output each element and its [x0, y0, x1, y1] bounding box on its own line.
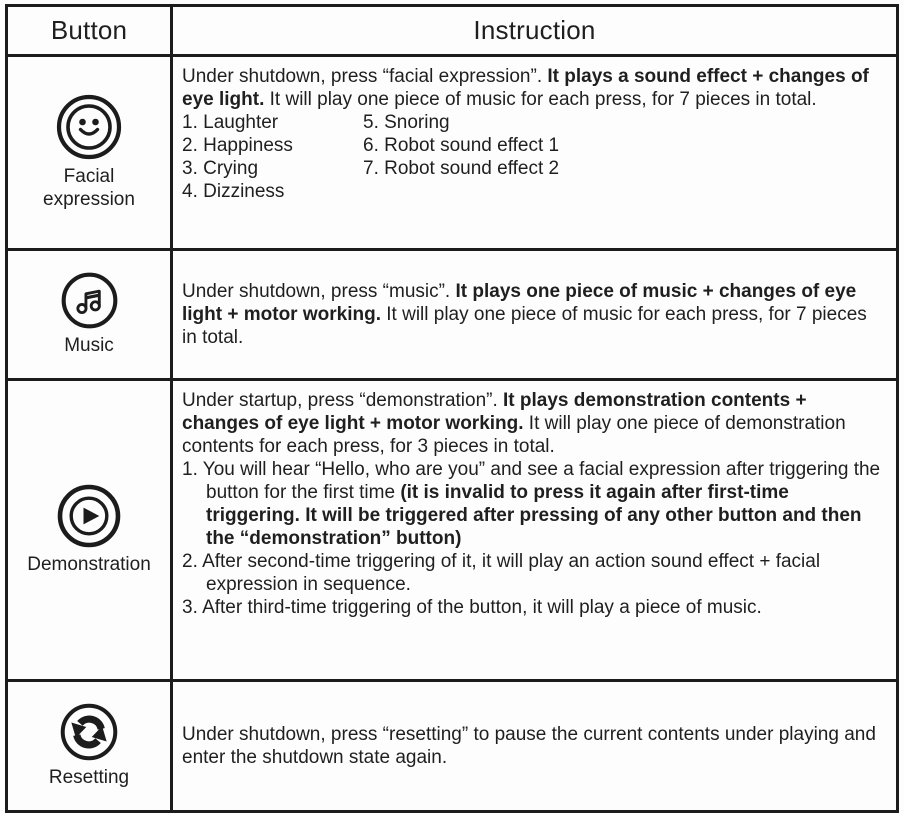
bold-text-segment: (it is invalid to press it again after first-time triggering. It will be triggered after pressing of any other button and then the “demonstration” button): [206, 482, 862, 549]
resetting-label: Resetting: [48, 767, 130, 788]
text-segment: Under startup, press “demonstration”.: [182, 390, 504, 411]
music-label: Music: [64, 335, 114, 356]
sound-list-item: 3. Crying: [182, 158, 259, 179]
facial-expression-button-cell: [7, 56, 172, 250]
text-segment: It will play one piece of music for each press, for 7 pieces in total.: [182, 304, 867, 348]
resetting-instruction-text: [182, 723, 882, 769]
facial-expression-instruction-text: [182, 65, 882, 111]
music-instruction-text: [182, 280, 882, 349]
resetting-button-cell: [7, 681, 172, 812]
button-instruction-table: [5, 4, 899, 813]
sound-effects-list: [182, 111, 882, 203]
smiley-face-icon: [56, 94, 122, 160]
demonstration-instruction-text: [182, 389, 882, 458]
button-column-header: Button: [7, 6, 172, 56]
text-segment: 2. After second-time triggering of it, it will play an action sound effect + facial expression in sequence.: [182, 551, 821, 595]
text-segment: 1. You will hear “Hello, who are you” and see a facial expression after triggering the button for the first time: [182, 459, 881, 503]
demonstration-instruction-cell: [172, 380, 898, 681]
text-segment: Under shutdown, press “music”.: [182, 281, 456, 302]
facial-expression-button: [8, 94, 170, 211]
sound-list-item: 6. Robot sound effect 1: [363, 135, 560, 156]
table-row-facial-expression: [7, 56, 898, 250]
sound-list-item: 5. Snoring: [363, 112, 450, 133]
sound-list-item: 1. Laughter: [182, 112, 279, 133]
sound-list-column-1: [182, 111, 363, 203]
music-button: [8, 272, 170, 357]
text-segment: 3. After third-time triggering of the button, it will play a piece of music.: [182, 597, 762, 618]
sound-list-item: 2. Happiness: [182, 135, 293, 156]
demonstration-step-3: [182, 596, 882, 619]
music-note-icon: [61, 272, 118, 329]
table-header-row: [7, 6, 898, 56]
text-segment: It will play one piece of music for each press, for 7 pieces in total.: [264, 89, 817, 110]
resetting-instruction-cell: [172, 681, 898, 812]
demonstration-button-cell: [7, 380, 172, 681]
music-instruction-cell: [172, 250, 898, 380]
text-segment: Under shutdown, press “facial expression”.: [182, 66, 548, 87]
text-segment: Under shutdown, press “resetting” to pause the current contents under playing and enter the shutdown state again.: [182, 724, 876, 768]
demonstration-step-2: [182, 550, 882, 596]
sound-list-item: 4. Dizziness: [182, 181, 285, 202]
instruction-column-header: Instruction: [172, 6, 898, 56]
music-button-cell: [7, 250, 172, 380]
table-row-resetting: [7, 681, 898, 812]
bold-text-segment: It plays a sound effect + changes of eye light.: [182, 66, 869, 110]
play-icon: [57, 484, 121, 548]
reset-arrows-icon: [60, 703, 118, 761]
table-row-demonstration: [7, 380, 898, 681]
facial-expression-label: Facial expression: [43, 166, 135, 210]
bold-text-segment: It plays one piece of music + changes of eye light + motor working.: [182, 281, 857, 325]
bold-text-segment: It plays demonstration contents + changes of eye light + motor working.: [182, 390, 807, 434]
facial-expression-instruction-cell: [172, 56, 898, 250]
text-segment: It will play one piece of demonstration contents for each press, for 3 pieces in total.: [182, 413, 846, 457]
resetting-button: [8, 703, 170, 789]
table-row-music: [7, 250, 898, 380]
demonstration-label: Demonstration: [27, 554, 151, 575]
demonstration-step-1: [182, 458, 882, 550]
sound-list-item: 7. Robot sound effect 2: [363, 158, 560, 179]
demonstration-button: [8, 484, 170, 576]
sound-list-column-2: [363, 111, 559, 203]
